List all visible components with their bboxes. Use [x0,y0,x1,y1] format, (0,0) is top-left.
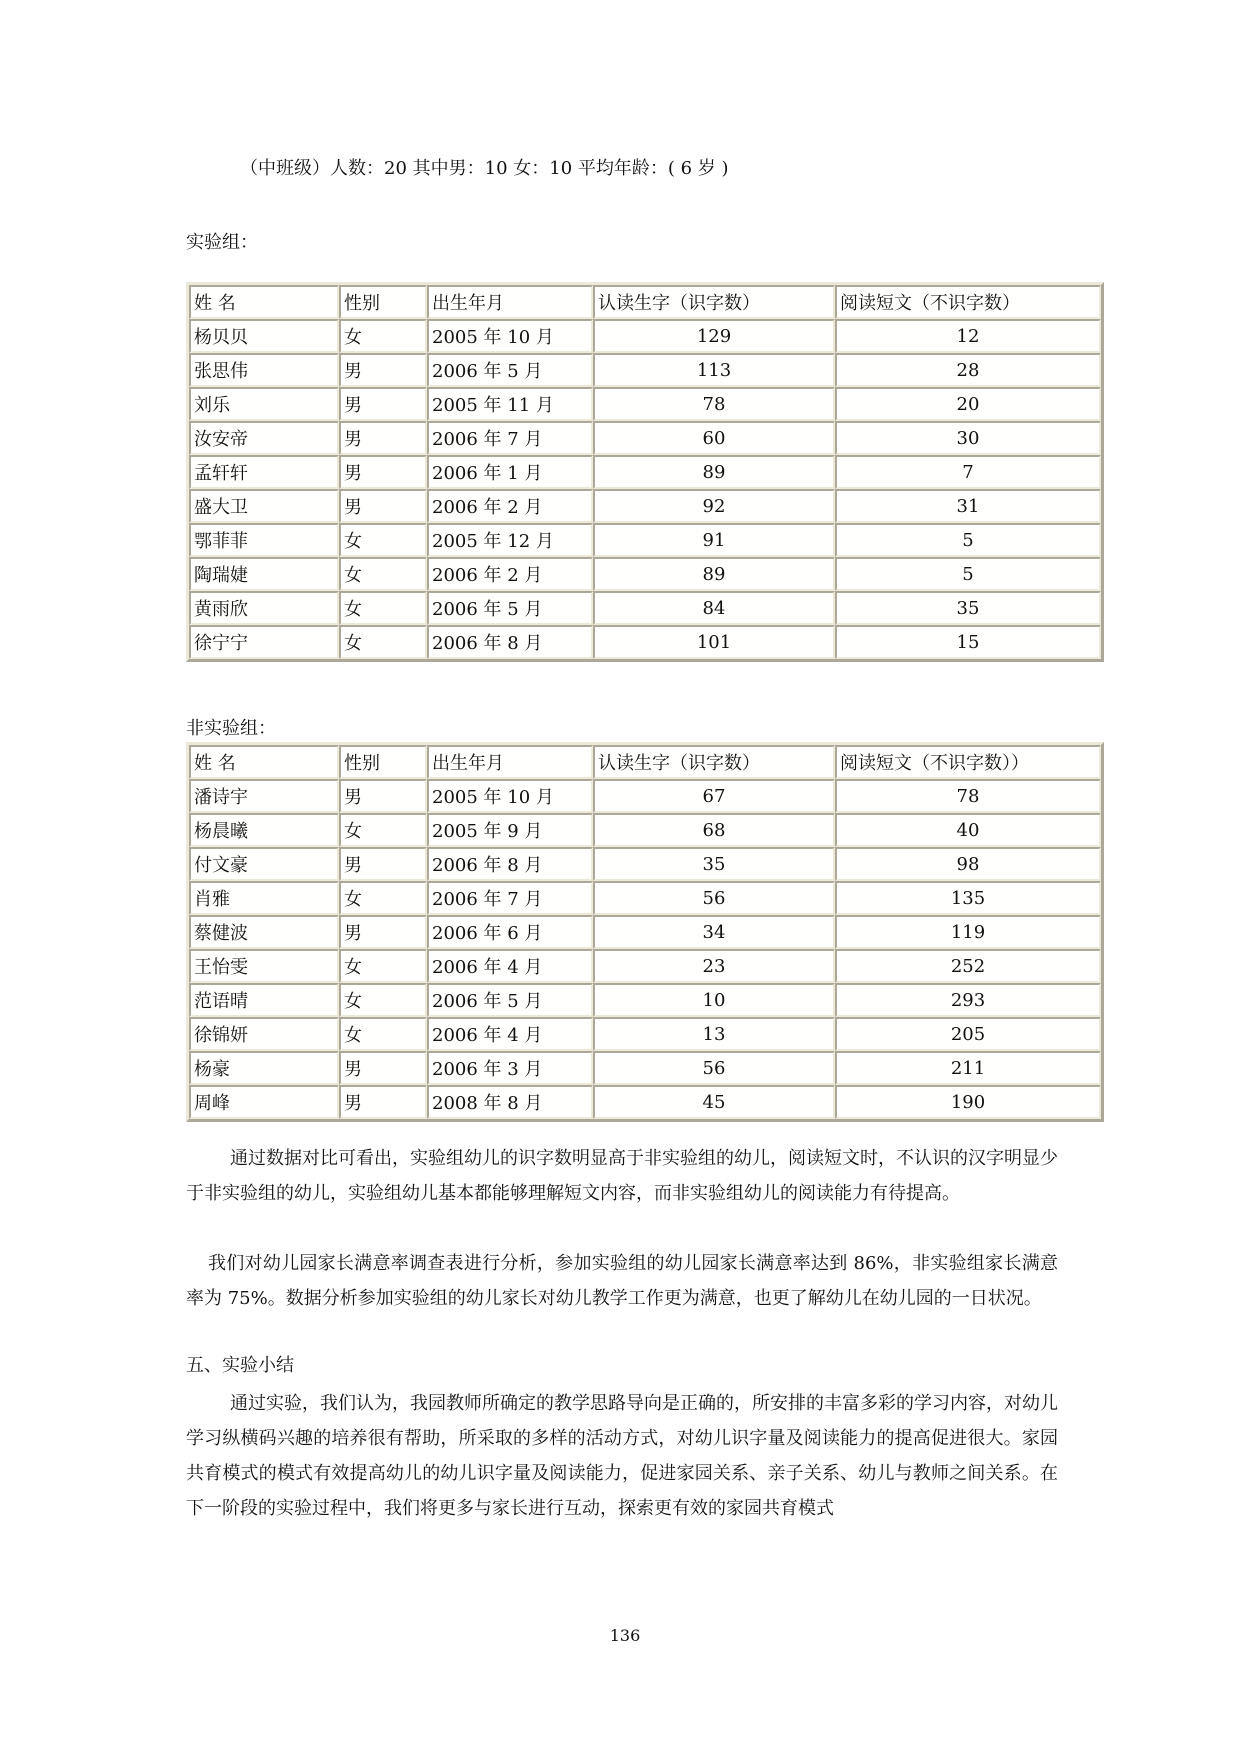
table-row [189,353,1101,387]
table-cell: 190 [835,1085,1101,1119]
table-cell: 56 [593,1051,835,1085]
table-cell: 男 [339,915,427,949]
table-cell: 女 [339,983,427,1017]
table-row [189,915,1101,949]
table-cell: 252 [835,949,1101,983]
column-header: 出生年月 [427,285,593,319]
table-cell: 78 [835,779,1101,813]
table-row [189,557,1101,591]
table-cell: 56 [593,881,835,915]
table-row [189,949,1101,983]
table-cell: 5 [835,523,1101,557]
table-cell: 2006 年 6 月 [427,915,593,949]
table-cell: 鄂菲菲 [189,523,339,557]
table-cell: 张思伟 [189,353,339,387]
table-cell: 31 [835,489,1101,523]
table-cell: 20 [835,387,1101,421]
table-cell: 2006 年 3 月 [427,1051,593,1085]
table-cell: 7 [835,455,1101,489]
table-cell: 2006 年 5 月 [427,591,593,625]
column-header: 姓 名 [189,745,339,779]
table-cell: 2006 年 5 月 [427,983,593,1017]
table-cell: 15 [835,625,1101,659]
table-cell: 119 [835,915,1101,949]
column-header: 阅读短文（不识字数） [835,285,1101,319]
table-cell: 2005 年 9 月 [427,813,593,847]
table-row [189,1085,1101,1119]
table-cell: 女 [339,319,427,353]
table-cell: 女 [339,813,427,847]
table-row [189,591,1101,625]
table-cell: 范语晴 [189,983,339,1017]
table-cell: 23 [593,949,835,983]
table-row [189,1017,1101,1051]
table-cell: 男 [339,779,427,813]
table-cell: 2006 年 4 月 [427,949,593,983]
column-header: 认读生字（识字数） [593,745,835,779]
table-cell: 45 [593,1085,835,1119]
table-cell: 女 [339,881,427,915]
table-cell: 84 [593,591,835,625]
table-cell: 蔡健波 [189,915,339,949]
table-cell: 67 [593,779,835,813]
table-cell: 91 [593,523,835,557]
table-cell: 92 [593,489,835,523]
table-cell: 40 [835,813,1101,847]
experimental-group-table [186,282,1104,662]
column-header: 认读生字（识字数） [593,285,835,319]
column-header: 出生年月 [427,745,593,779]
table-cell: 杨晨曦 [189,813,339,847]
table-cell: 2005 年 12 月 [427,523,593,557]
table-cell: 5 [835,557,1101,591]
table-cell: 10 [593,983,835,1017]
experimental-group-label: 实验组： [186,232,258,253]
table-cell: 女 [339,625,427,659]
table-cell: 周峰 [189,1085,339,1119]
table-cell: 男 [339,353,427,387]
table-cell: 黄雨欣 [189,591,339,625]
table-cell: 男 [339,455,427,489]
table-cell: 2006 年 5 月 [427,353,593,387]
table-cell: 89 [593,557,835,591]
table-cell: 13 [593,1017,835,1051]
summary-paragraph: 通过实验，我们认为，我园教师所确定的教学思路导向是正确的，所安排的丰富多彩的学习内容，对幼儿学习纵横码兴趣的培养很有帮助，所采取的多样的活动方式，对幼儿识字量及阅读能力的提高促进很大。家园共育模式的模式有效提高幼儿的幼儿识字量及阅读能力，促进家园关系、亲子关系、幼儿与教师之间关系。在下一阶段的实验过程中，我们将更多与家长进行互动，探索更有效的家园共育模式 [186,1393,1058,1519]
table-header-row [189,745,1101,779]
table-cell: 女 [339,1017,427,1051]
table-cell: 98 [835,847,1101,881]
table-cell: 2006 年 7 月 [427,421,593,455]
table-cell: 2006 年 8 月 [427,847,593,881]
table-cell: 2006 年 2 月 [427,489,593,523]
table-cell: 211 [835,1051,1101,1085]
table-cell: 男 [339,1085,427,1119]
table-cell: 35 [593,847,835,881]
table-row [189,881,1101,915]
table-cell: 12 [835,319,1101,353]
table-row [189,421,1101,455]
table-cell: 男 [339,847,427,881]
table-row [189,523,1101,557]
table-cell: 男 [339,489,427,523]
table-cell: 2005 年 11 月 [427,387,593,421]
table-header-row [189,285,1101,319]
table-cell: 男 [339,1051,427,1085]
table-row [189,847,1101,881]
column-header: 性别 [339,745,427,779]
table-cell: 135 [835,881,1101,915]
table-row [189,319,1101,353]
table-cell: 30 [835,421,1101,455]
control-group-table [186,742,1104,1122]
column-header: 性别 [339,285,427,319]
table-row [189,625,1101,659]
table-row [189,1051,1101,1085]
table-cell: 2006 年 7 月 [427,881,593,915]
table-cell: 杨豪 [189,1051,339,1085]
table-cell: 女 [339,949,427,983]
table-cell: 205 [835,1017,1101,1051]
table-cell: 2006 年 8 月 [427,625,593,659]
class-summary: （中班级）人数：20 其中男：10 女：10 平均年龄：( 6 岁 ) [240,158,729,179]
satisfaction-paragraph: 我们对幼儿园家长满意率调查表进行分析，参加实验组的幼儿园家长满意率达到 86%，非实验组家长满意率为 75%。数据分析参加实验组的幼儿家长对幼儿教学工作更为满意，也更了解幼儿在幼儿园的一日状况。 [186,1253,1058,1309]
table-row [189,489,1101,523]
table-cell: 34 [593,915,835,949]
control-group-label: 非实验组： [186,718,276,739]
table-cell: 28 [835,353,1101,387]
table-cell: 113 [593,353,835,387]
table-cell: 293 [835,983,1101,1017]
table-cell: 60 [593,421,835,455]
table-cell: 刘乐 [189,387,339,421]
table-row [189,779,1101,813]
table-cell: 盛大卫 [189,489,339,523]
table-cell: 101 [593,625,835,659]
table-cell: 女 [339,523,427,557]
table-cell: 2008 年 8 月 [427,1085,593,1119]
table-row [189,455,1101,489]
page-number: 136 [609,1626,641,1645]
table-cell: 2005 年 10 月 [427,779,593,813]
table-cell: 潘诗宇 [189,779,339,813]
table-cell: 杨贝贝 [189,319,339,353]
table-cell: 男 [339,421,427,455]
table-cell: 68 [593,813,835,847]
table-row [189,813,1101,847]
table-cell: 肖雅 [189,881,339,915]
table-cell: 女 [339,557,427,591]
table-cell: 男 [339,387,427,421]
analysis-paragraph: 通过数据对比可看出，实验组幼儿的识字数明显高于非实验组的幼儿，阅读短文时，不认识的汉字明显少于非实验组的幼儿，实验组幼儿基本都能够理解短文内容，而非实验组幼儿的阅读能力有待提高。 [186,1148,1058,1204]
table-cell: 2006 年 2 月 [427,557,593,591]
table-cell: 汝安帝 [189,421,339,455]
column-header: 阅读短文（不识字数）） [835,745,1101,779]
table-cell: 129 [593,319,835,353]
table-row [189,983,1101,1017]
table-row [189,387,1101,421]
table-cell: 陶瑞婕 [189,557,339,591]
table-cell: 女 [339,591,427,625]
table-cell: 78 [593,387,835,421]
table-cell: 2006 年 1 月 [427,455,593,489]
table-cell: 徐宁宁 [189,625,339,659]
table-cell: 2006 年 4 月 [427,1017,593,1051]
column-header: 姓 名 [189,285,339,319]
table-cell: 徐锦妍 [189,1017,339,1051]
section-heading: 五、实验小结 [186,1355,294,1376]
table-cell: 付文豪 [189,847,339,881]
table-cell: 2005 年 10 月 [427,319,593,353]
table-cell: 孟轩轩 [189,455,339,489]
table-cell: 王怡雯 [189,949,339,983]
table-cell: 35 [835,591,1101,625]
table-cell: 89 [593,455,835,489]
